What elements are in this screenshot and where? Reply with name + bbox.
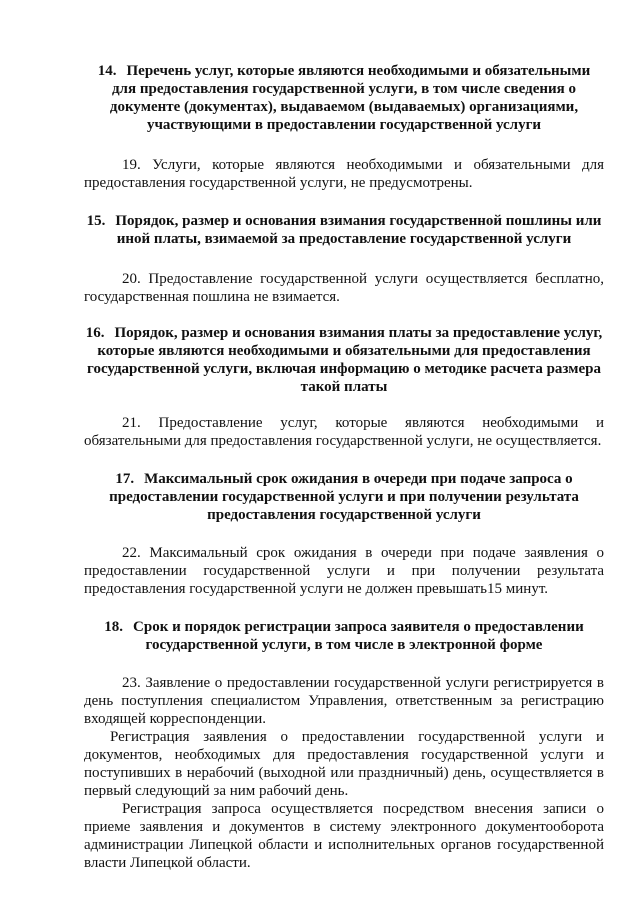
section-15-number: 15. xyxy=(86,213,106,229)
section-14-title: Перечень услуг, которые являются необходимыми и обязательными для предоставления государственной услуги, в том числе сведения о документе (документах), выдаваемом (выдаваемых) организациями, участвующими в предоставлении государственной услуги xyxy=(109,63,591,133)
section-18-heading xyxy=(84,618,604,654)
section-15-title: Порядок, размер и основания взимания государственной пошлины или иной платы, взимаемой за предоставление государственной услуги xyxy=(115,213,602,247)
section-17-heading xyxy=(84,470,604,524)
section-14-number: 14. xyxy=(97,63,117,79)
section-16-number: 16. xyxy=(85,325,105,341)
paragraph-19: 19. Услуги, которые являются необходимыми и обязательными для предоставления государственной услуги, не предусмотрены. xyxy=(84,157,604,191)
document-page xyxy=(84,62,604,872)
paragraph-21: 21. Предоставление услуг, которые являются необходимыми и обязательными для предоставления государственной услуги, не осуществляется. xyxy=(84,415,604,449)
section-16-title: Порядок, размер и основания взимания платы за предоставление услуг, которые являются необходимыми и обязательными для предоставления государственной услуги, включая информацию о методике расчета размера такой платы xyxy=(87,325,603,395)
section-15-heading xyxy=(84,212,604,248)
paragraph-20: 20. Предоставление государственной услуги осуществляется бесплатно, государственная пошлина не взимается. xyxy=(84,271,604,305)
section-17-number: 17. xyxy=(115,471,135,487)
section-16-heading xyxy=(84,324,604,396)
section-17-title: Максимальный срок ожидания в очереди при подаче запроса о предоставлении государственной услуги и при получении результата предоставления государственной услуги xyxy=(109,471,579,523)
section-18-number: 18. xyxy=(104,619,124,635)
paragraph-23: 23. Заявление о предоставлении государственной услуги регистрируется в день поступления специалистом Управления, ответственным за регистрацию входящей корреспонденции. xyxy=(84,675,604,727)
section-14-heading xyxy=(84,62,604,134)
paragraph-23-registration: Регистрация заявления о предоставлении государственной услуги и документов, необходимых для предоставления государственной услуги и поступивших в нерабочий (выходной или праздничный) день, осуществляется в первый следующий за ним рабочий день. xyxy=(84,729,604,799)
paragraph-22: 22. Максимальный срок ожидания в очереди при подаче заявления о предоставлении государственной услуги и при получении результата предоставления государственной услуги не должен превышать15 минут. xyxy=(84,545,604,597)
section-18-title: Срок и порядок регистрации запроса заявителя о предоставлении государственной услуги, в том числе в электронной форме xyxy=(133,619,584,653)
paragraph-23-request-registration: Регистрация запроса осуществляется посредством внесения записи о приеме заявления и документов в систему электронного документооборота администрации Липецкой области и исполнительных органов государственной власти Липецкой области. xyxy=(84,801,604,871)
